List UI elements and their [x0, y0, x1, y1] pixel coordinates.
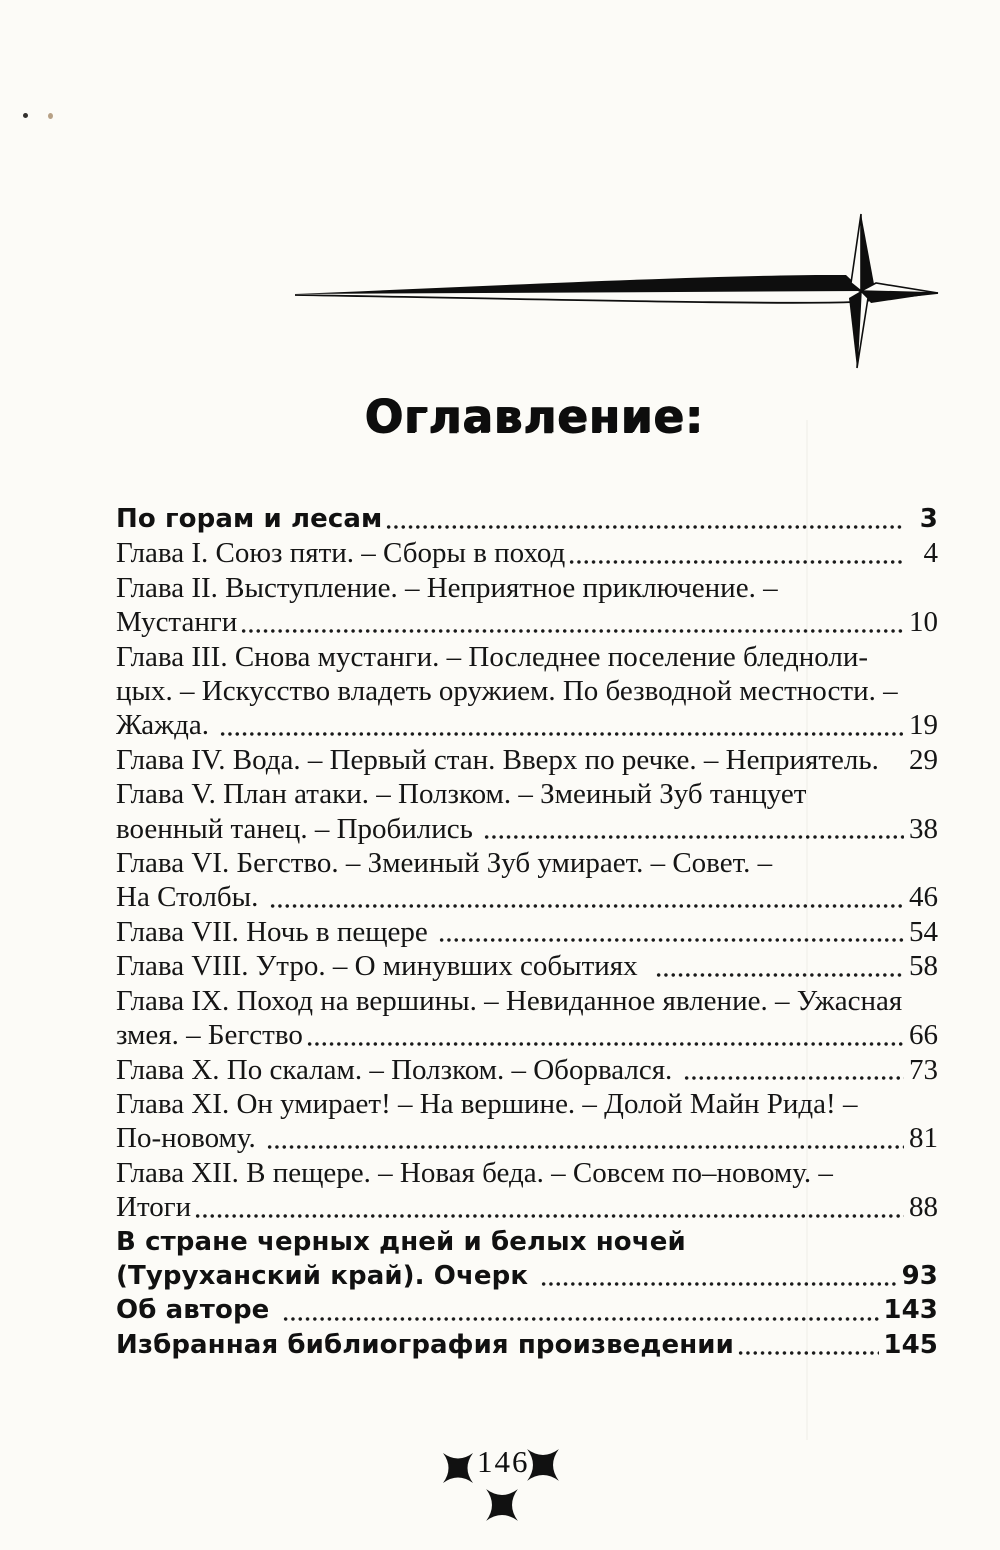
dot-leader — [689, 1225, 934, 1259]
dot-leader — [882, 743, 904, 777]
toc-row — [116, 1087, 938, 1121]
toc-row — [116, 915, 938, 949]
toc-row — [116, 777, 938, 811]
toc-entry-text: Мустанги — [116, 606, 238, 639]
toc-page-number: 145 — [883, 1329, 938, 1360]
dot-leader — [385, 502, 904, 536]
scan-speck — [23, 113, 28, 118]
toc-row — [116, 640, 938, 674]
toc-entry-text: Глава VI. Бегство. – Змеиный Зуб умирает. – Совет. – — [116, 847, 773, 880]
toc-page-number: 4 — [923, 537, 938, 570]
toc-entry-text: Глава IX. Поход на вершины. – Невиданное явление. – Ужасная — [116, 984, 903, 1017]
toc-entry-text: Глава V. План атаки. – Ползком. – Змеиный Зуб танцует — [116, 778, 807, 811]
dot-leader — [683, 1053, 904, 1087]
toc-page-number: 143 — [883, 1295, 938, 1326]
toc-page-number: 46 — [909, 881, 938, 914]
dot-leader — [282, 1293, 880, 1327]
toc-entry-text: Глава I. Союз пяти. – Сборы в поход — [116, 537, 566, 570]
dot-leader — [568, 536, 904, 570]
toc-page-number: 29 — [909, 743, 938, 776]
toc-page-number: 73 — [909, 1053, 938, 1086]
toc-entry-text: Избранная библиография произведении — [116, 1329, 734, 1360]
toc-row — [116, 605, 938, 639]
folio-number: 146 — [477, 1444, 530, 1479]
toc-row — [116, 536, 938, 570]
toc-entry-text: На Столбы. — [116, 881, 266, 914]
toc-page-number: 81 — [909, 1122, 938, 1155]
toc-page-number: 54 — [909, 915, 938, 948]
dot-leader — [775, 846, 934, 880]
toc-entry-text: Глава IV. Вода. – Первый стан. Вверх по речке. – Неприятель. — [116, 743, 879, 776]
toc-entry-text: змея. – Бегство — [116, 1019, 303, 1052]
toc-row — [116, 502, 938, 536]
toc-entry-text: Об авторе — [116, 1295, 279, 1326]
toc-row — [116, 812, 938, 846]
dot-leader — [483, 812, 904, 846]
dot-leader — [194, 1190, 904, 1224]
toc-page-number: 93 — [901, 1260, 938, 1291]
toc-entry-text: Глава XI. Он умирает! – На вершине. – Долой Майн Рида! – — [116, 1087, 858, 1120]
page-footer — [420, 1443, 590, 1538]
dot-leader — [737, 1328, 879, 1362]
dot-leader — [240, 605, 904, 639]
toc-entry-text: цых. – Искусство владеть оружием. По безводной местности. – — [116, 675, 898, 708]
toc-page-number: 38 — [909, 812, 938, 845]
toc-row — [116, 1293, 938, 1327]
compass-star-ornament — [290, 205, 945, 375]
toc-row — [116, 1259, 938, 1293]
dot-leader — [438, 915, 904, 949]
dot-leader — [860, 1087, 934, 1121]
dot-leader — [655, 949, 904, 983]
toc-row — [116, 1121, 938, 1155]
toc-entry-text: Глава XII. В пещере. – Новая беда. – Совсем по–новому. – — [116, 1156, 833, 1189]
scan-speck — [48, 113, 53, 119]
toc-row — [116, 880, 938, 914]
x-star-icon — [440, 1450, 476, 1486]
toc-entry-text: В стране черных дней и белых ночей — [116, 1226, 686, 1257]
toc-page-number: 3 — [919, 504, 938, 534]
dot-leader — [306, 1018, 904, 1052]
toc-row — [116, 1225, 938, 1259]
toc-row — [116, 1190, 938, 1224]
toc-entry-text: По горам и лесам — [116, 504, 383, 534]
toc-row — [116, 1018, 938, 1052]
dot-leader — [871, 640, 934, 674]
toc-row — [116, 1328, 938, 1362]
toc-row — [116, 846, 938, 880]
toc-entry-text: Итоги — [116, 1191, 192, 1224]
dot-leader — [540, 1259, 897, 1293]
dot-leader — [781, 571, 934, 605]
x-star-icon — [483, 1486, 521, 1524]
toc-entry-text: Глава VIII. Утро. – О минувших событиях — [116, 950, 653, 983]
toc-page-number: 66 — [909, 1019, 938, 1052]
x-star-icon — [524, 1446, 562, 1484]
dot-leader — [836, 1156, 934, 1190]
dot-leader — [809, 777, 934, 811]
toc-page-number: 88 — [909, 1191, 938, 1224]
toc-entry-text: Жажда. — [116, 709, 217, 742]
toc-page-number: 58 — [909, 950, 938, 983]
toc-entry-text: Глава II. Выступление. – Неприятное приключение. – — [116, 571, 778, 604]
toc-row — [116, 1156, 938, 1190]
toc-entry-text: (Туруханский край). Очерк — [116, 1260, 538, 1291]
toc-page-number: 10 — [909, 606, 938, 639]
toc-row — [116, 708, 938, 742]
page-title: Оглавление: — [364, 390, 704, 443]
toc-row — [116, 1053, 938, 1087]
toc-row — [116, 571, 938, 605]
dot-leader — [266, 1121, 904, 1155]
dot-leader — [219, 708, 904, 742]
dot-leader — [269, 880, 904, 914]
dot-leader — [905, 984, 934, 1018]
toc-entry-text: Глава III. Снова мустанги. – Последнее поселение бледноли- — [116, 640, 869, 673]
toc-row — [116, 949, 938, 983]
toc-row — [116, 984, 938, 1018]
toc-entry-text: Глава VII. Ночь в пещере — [116, 915, 436, 948]
toc-entry-text: Глава X. По скалам. – Ползком. – Оборвался. — [116, 1053, 680, 1086]
dot-leader — [901, 674, 934, 708]
toc-entry-text: По-новому. — [116, 1122, 264, 1155]
toc-entry-text: военный танец. – Пробились — [116, 812, 481, 845]
toc-row — [116, 674, 938, 708]
table-of-contents — [116, 502, 938, 1362]
toc-page-number: 19 — [909, 709, 938, 742]
toc-row — [116, 743, 938, 777]
